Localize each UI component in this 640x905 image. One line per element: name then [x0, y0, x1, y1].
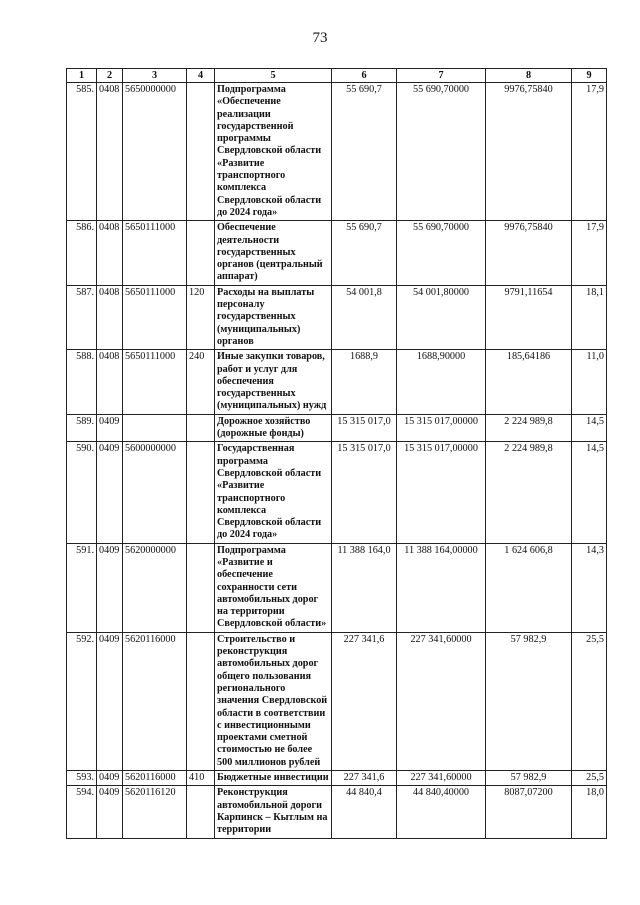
target-article-code: 5620116000: [123, 632, 187, 770]
table-row: [67, 285, 607, 349]
expense-type-code: [187, 786, 215, 838]
planned-amount: 1688,9: [332, 350, 397, 414]
planned-amount: 15 315 017,0: [332, 442, 397, 543]
approved-amount: 15 315 017,00000: [397, 442, 486, 543]
planned-amount: 11 388 164,0: [332, 543, 397, 632]
executed-amount: 8087,07200: [486, 786, 572, 838]
row-number: 594.: [67, 786, 97, 838]
execution-percent: 18,0: [572, 786, 607, 838]
expense-type-code: 120: [187, 285, 215, 349]
approved-amount: 55 690,70000: [397, 221, 486, 285]
item-name: Реконструкция автомобильной дороги Карпинск – Кытлым на территории: [215, 786, 332, 838]
expense-type-code: [187, 632, 215, 770]
target-article-code: 5600000000: [123, 442, 187, 543]
table-body: [67, 83, 607, 839]
execution-percent: 18,1: [572, 285, 607, 349]
execution-percent: 25,5: [572, 632, 607, 770]
row-number: 593.: [67, 771, 97, 786]
column-header: 9: [572, 69, 607, 83]
expense-type-code: [187, 221, 215, 285]
target-article-code: 5620000000: [123, 543, 187, 632]
table-row: [67, 83, 607, 221]
target-article-code: 5650111000: [123, 285, 187, 349]
budget-table: [66, 68, 607, 839]
expense-type-code: [187, 83, 215, 221]
executed-amount: 9791,11654: [486, 285, 572, 349]
planned-amount: 15 315 017,0: [332, 414, 397, 442]
approved-amount: 1688,90000: [397, 350, 486, 414]
approved-amount: 55 690,70000: [397, 83, 486, 221]
approved-amount: 11 388 164,00000: [397, 543, 486, 632]
section-code: 0409: [97, 543, 123, 632]
section-code: 0408: [97, 350, 123, 414]
target-article-code: 5650000000: [123, 83, 187, 221]
section-code: 0409: [97, 786, 123, 838]
table-row: [67, 350, 607, 414]
executed-amount: 57 982,9: [486, 632, 572, 770]
item-name: Обеспечение деятельности государственных органов (центральный аппарат): [215, 221, 332, 285]
page-number: 73: [312, 30, 328, 46]
approved-amount: 54 001,80000: [397, 285, 486, 349]
row-number: 587.: [67, 285, 97, 349]
item-name: Строительство и реконструкция автомобильных дорог общего пользования регионального значения Свердловской области в соответствии с инвестиционными проектами сметной стоимостью не более 500 миллионов рублей: [215, 632, 332, 770]
column-header: 1: [67, 69, 97, 83]
item-name: Государственная программа Свердловской области «Развитие транспортного комплекса Свердловской области до 2024 года»: [215, 442, 332, 543]
item-name: Подпрограмма «Обеспечение реализации государственной программы Свердловской области «Развитие транспортного комплекса Свердловской области до 2024 года»: [215, 83, 332, 221]
table-row: [67, 442, 607, 543]
row-number: 592.: [67, 632, 97, 770]
table-row: [67, 543, 607, 632]
section-code: 0408: [97, 221, 123, 285]
column-header: 2: [97, 69, 123, 83]
expense-type-code: [187, 414, 215, 442]
table-row: [67, 221, 607, 285]
column-header: 5: [215, 69, 332, 83]
execution-percent: 14,3: [572, 543, 607, 632]
execution-percent: 11,0: [572, 350, 607, 414]
executed-amount: 185,64186: [486, 350, 572, 414]
expense-type-code: 410: [187, 771, 215, 786]
column-header: 3: [123, 69, 187, 83]
section-code: 0409: [97, 771, 123, 786]
target-article-code: 5650111000: [123, 350, 187, 414]
item-name: Бюджетные инвестиции: [215, 771, 332, 786]
execution-percent: 25,5: [572, 771, 607, 786]
item-name: Иные закупки товаров, работ и услуг для обеспечения государственных (муниципальных) нужд: [215, 350, 332, 414]
expense-type-code: 240: [187, 350, 215, 414]
planned-amount: 54 001,8: [332, 285, 397, 349]
column-header: 7: [397, 69, 486, 83]
section-code: 0409: [97, 442, 123, 543]
approved-amount: 227 341,60000: [397, 771, 486, 786]
row-number: 585.: [67, 83, 97, 221]
row-number: 590.: [67, 442, 97, 543]
section-code: 0408: [97, 83, 123, 221]
executed-amount: 57 982,9: [486, 771, 572, 786]
target-article-code: 5650111000: [123, 221, 187, 285]
table-header-row: [67, 69, 607, 83]
expense-type-code: [187, 442, 215, 543]
executed-amount: 9976,75840: [486, 221, 572, 285]
planned-amount: 55 690,7: [332, 83, 397, 221]
item-name: Расходы на выплаты персоналу государственных (муниципальных) органов: [215, 285, 332, 349]
approved-amount: 15 315 017,00000: [397, 414, 486, 442]
row-number: 588.: [67, 350, 97, 414]
planned-amount: 227 341,6: [332, 632, 397, 770]
executed-amount: 2 224 989,8: [486, 414, 572, 442]
item-name: Дорожное хозяйство (дорожные фонды): [215, 414, 332, 442]
execution-percent: 17,9: [572, 221, 607, 285]
row-number: 589.: [67, 414, 97, 442]
section-code: 0409: [97, 414, 123, 442]
row-number: 586.: [67, 221, 97, 285]
target-article-code: [123, 414, 187, 442]
execution-percent: 14,5: [572, 442, 607, 543]
table-row: [67, 771, 607, 786]
table-row: [67, 414, 607, 442]
column-header: 6: [332, 69, 397, 83]
section-code: 0408: [97, 285, 123, 349]
planned-amount: 44 840,4: [332, 786, 397, 838]
execution-percent: 17,9: [572, 83, 607, 221]
column-header: 4: [187, 69, 215, 83]
table-row: [67, 786, 607, 838]
executed-amount: 1 624 606,8: [486, 543, 572, 632]
table-row: [67, 632, 607, 770]
item-name: Подпрограмма «Развитие и обеспечение сохранности сети автомобильных дорог на территории Свердловской области»: [215, 543, 332, 632]
section-code: 0409: [97, 632, 123, 770]
target-article-code: 5620116000: [123, 771, 187, 786]
target-article-code: 5620116120: [123, 786, 187, 838]
column-header: 8: [486, 69, 572, 83]
planned-amount: 55 690,7: [332, 221, 397, 285]
approved-amount: 227 341,60000: [397, 632, 486, 770]
approved-amount: 44 840,40000: [397, 786, 486, 838]
execution-percent: 14,5: [572, 414, 607, 442]
expense-type-code: [187, 543, 215, 632]
executed-amount: 2 224 989,8: [486, 442, 572, 543]
row-number: 591.: [67, 543, 97, 632]
executed-amount: 9976,75840: [486, 83, 572, 221]
planned-amount: 227 341,6: [332, 771, 397, 786]
